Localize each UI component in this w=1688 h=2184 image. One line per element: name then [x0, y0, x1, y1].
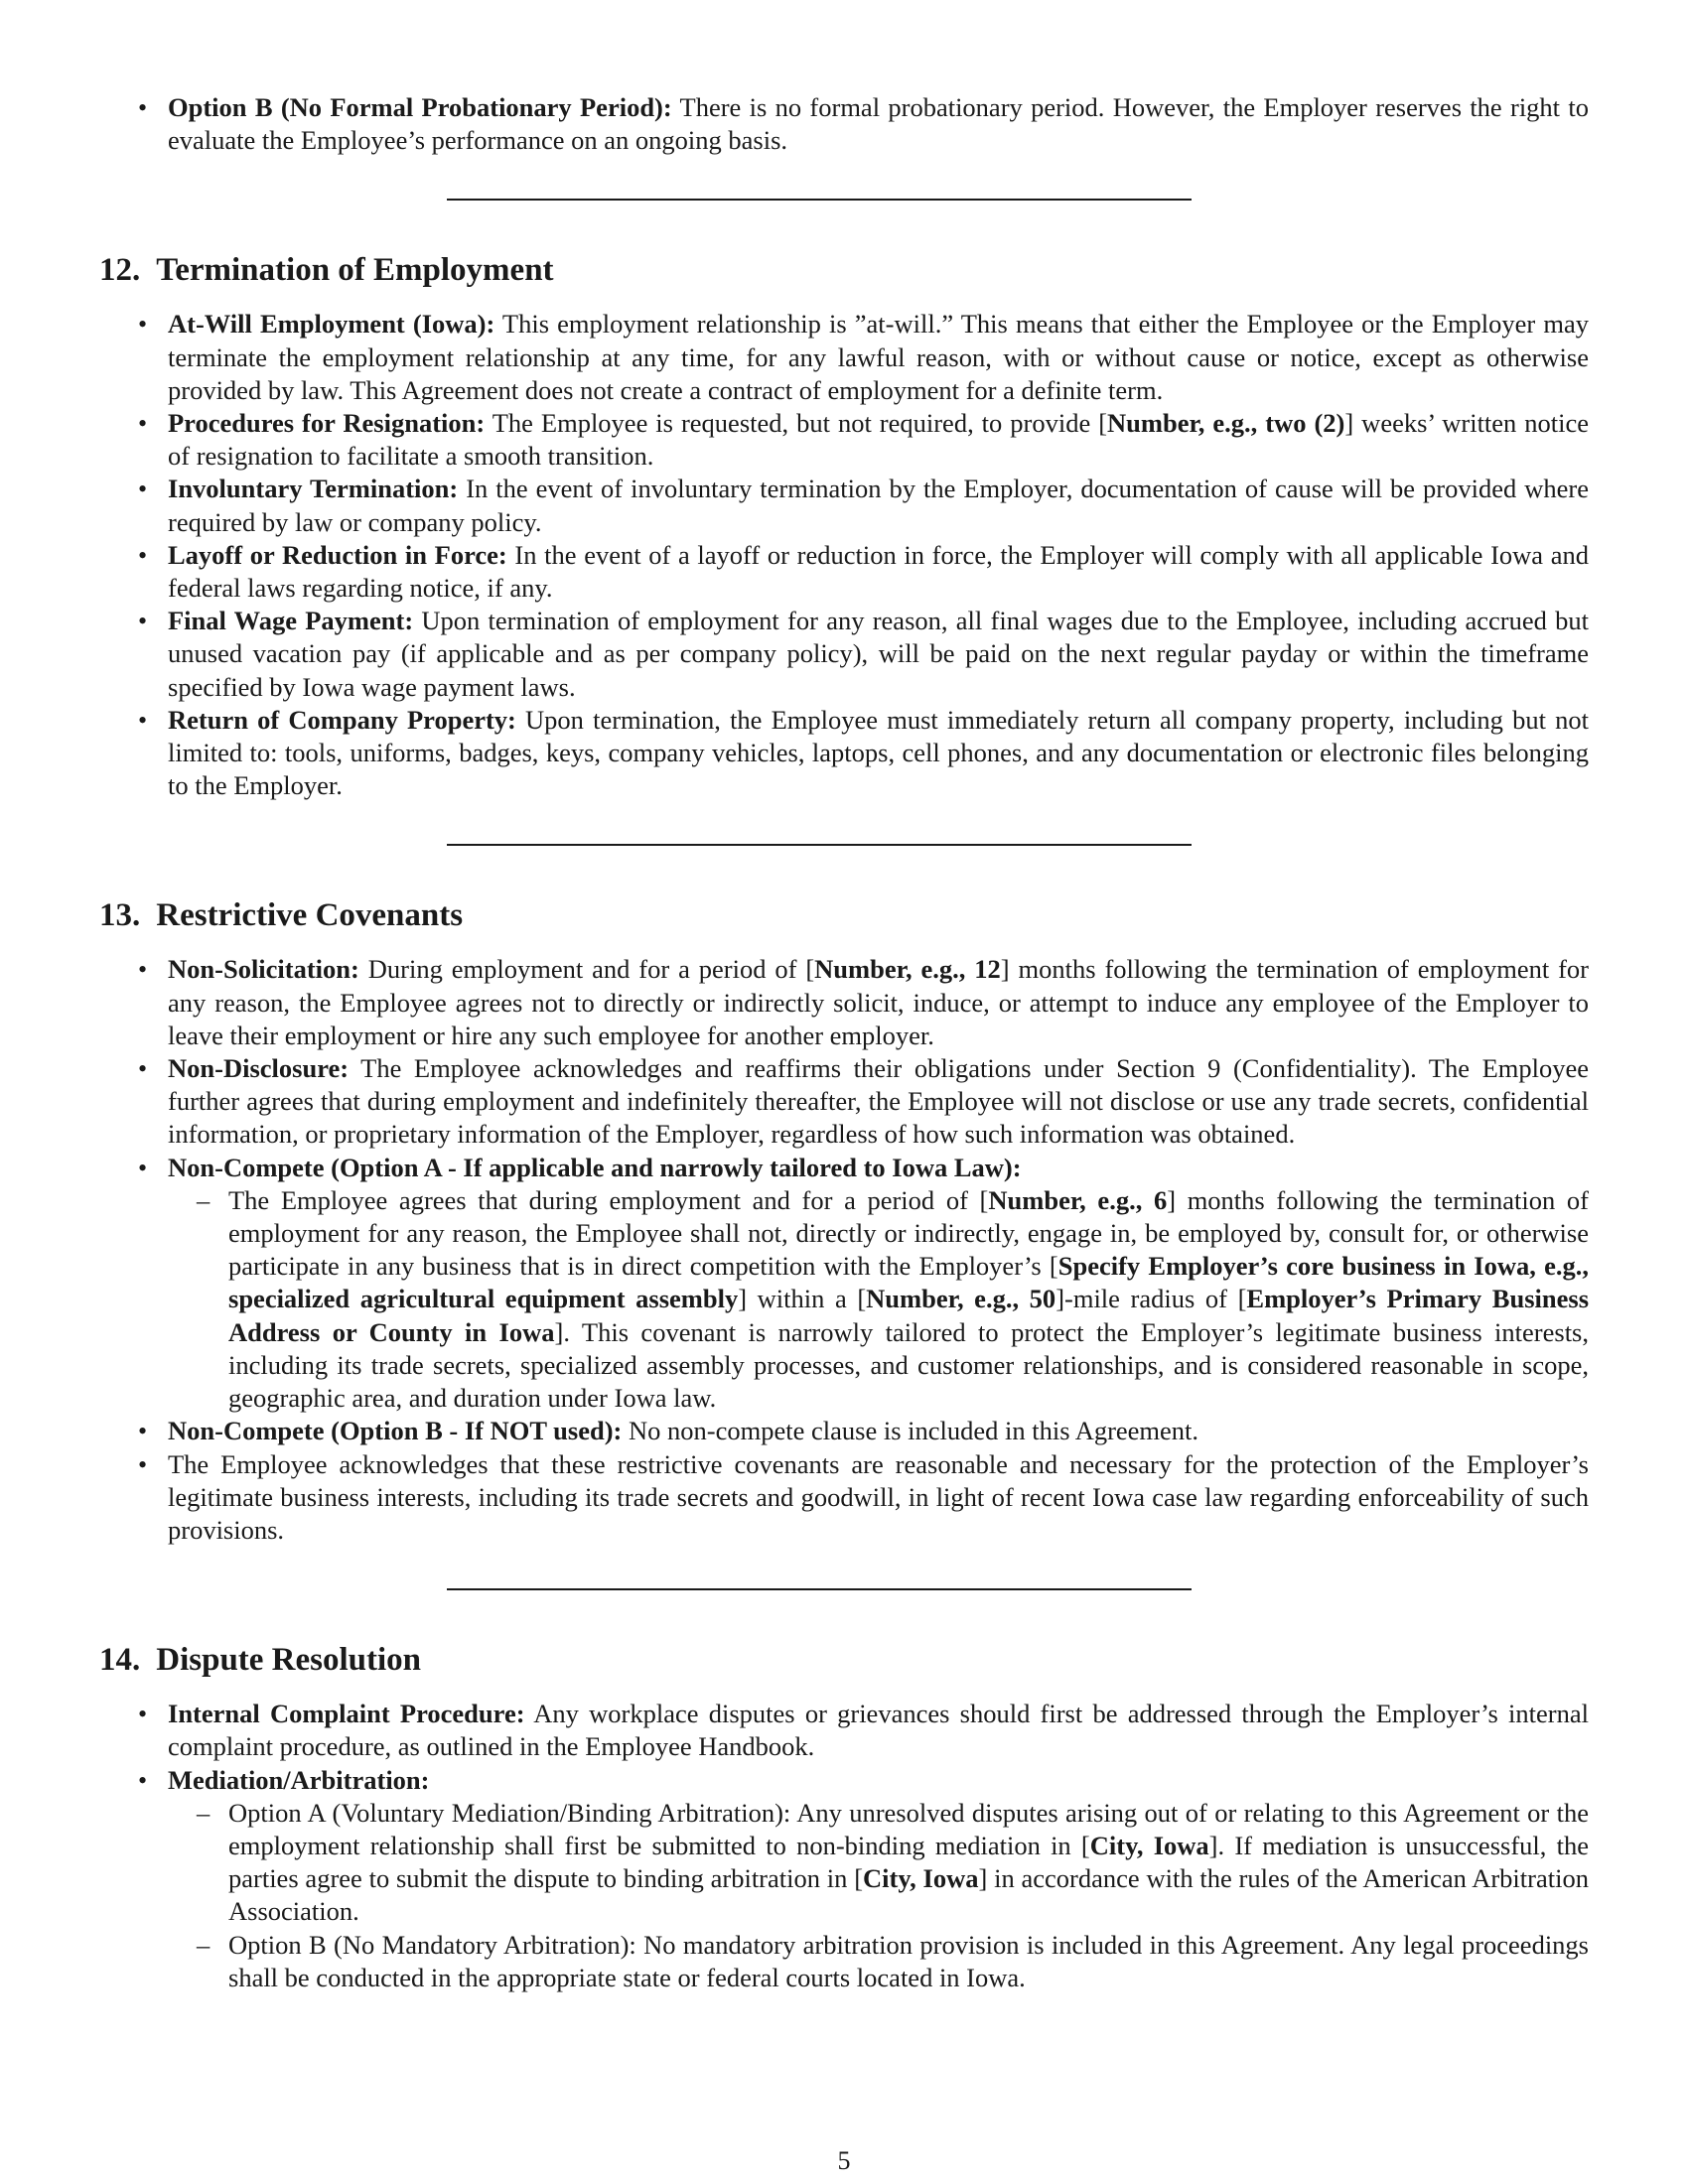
- placeholder-field: City, Iowa: [863, 1863, 979, 1894]
- list-item: [99, 704, 1589, 803]
- item-text: The Employee is requested, but not required, to provide [: [485, 408, 1108, 439]
- sub-list-item: [168, 1184, 1589, 1415]
- list-item: [99, 407, 1589, 473]
- item-text: ]. If mediation is unsuccessful, the parties agree to submit the dispute to binding arbitration in [: [228, 1830, 1589, 1894]
- sub-list-item: [168, 1797, 1589, 1929]
- list-item: [99, 1448, 1589, 1548]
- section-number: 14.: [99, 1642, 141, 1679]
- item-label: Option B (No Formal Probationary Period):: [168, 92, 672, 122]
- item-text: ]-mile radius of [: [1055, 1284, 1247, 1314]
- section-number: 12.: [99, 252, 141, 289]
- item-text: ] weeks’ written notice of resignation to facilitate a smooth transition.: [168, 408, 1590, 472]
- dispute-list: [99, 1698, 1589, 1994]
- list-item: [99, 473, 1589, 538]
- item-text: This employment relationship is ”at-will.” This means that either the Employee or the Employer may terminate the employment relationship at any time, for any lawful reason, with or without cause or notice, except as otherwise provided by law. This Agreement does not create a contract of employment for a definite term.: [168, 309, 1589, 405]
- section-divider: [447, 1588, 1192, 1590]
- termination-list: [99, 308, 1589, 802]
- item-text: In the event of involuntary termination by the Employer, documentation of cause will be provided where required by law or company policy.: [168, 474, 1589, 537]
- placeholder-field: Number, e.g., 12: [814, 954, 1001, 985]
- page-number: 5: [837, 2146, 851, 2175]
- item-label: Non-Disclosure:: [168, 1053, 350, 1084]
- arbitration-sublist: [168, 1797, 1589, 1994]
- probation-options-list: [99, 91, 1589, 157]
- list-item: [99, 1052, 1589, 1152]
- item-text: ] in accordance with the rules of the American Arbitration Association.: [228, 1863, 1589, 1927]
- item-text: Upon termination of employment for any reason, all final wages due to the Employee, including accrued but unused vacation pay (if applicable and as per company policy), will be paid on the next regular payday or within the timeframe specified by Iowa wage payment laws.: [168, 606, 1589, 702]
- item-label: At-Will Employment (Iowa):: [168, 309, 495, 340]
- section-heading-14: [99, 1640, 1589, 1680]
- item-text: The Employee acknowledges that these restrictive covenants are reasonable and necessary for the protection of the Employer’s legitimate business interests, including its trade secrets and goodwill, in light of recent Iowa case law regarding enforceability of such provisions.: [168, 1448, 1589, 1545]
- placeholder-field: Number, e.g., two (2): [1107, 408, 1345, 439]
- list-item: [99, 539, 1589, 605]
- item-text: ] within a [: [738, 1284, 867, 1314]
- item-text: ] months following the termination of employment for any reason, the Employee shall not, directly or indirectly, engage in, be employed by, consult for, or otherwise participate in any business that is in direct competition with the Employer’s [: [228, 1184, 1589, 1282]
- item-text: During employment and for a period of [: [358, 954, 815, 985]
- item-text: ] months following the termination of employment for any reason, the Employee agrees not to directly or indirectly solicit, induce, or attempt to induce any employee of the Employer to leave their employment or hire any such employee for another employer.: [168, 954, 1589, 1050]
- item-label: Internal Complaint Procedure:: [168, 1699, 525, 1729]
- section-divider: [447, 844, 1192, 846]
- item-text: The Employee acknowledges and reaffirms their obligations under Section 9 (Confidentiality). The Employee further agrees that during employment and indefinitely thereafter, the Employee will not disclose or use any trade secrets, confidential information, or proprietary information of the Employer, regardless of how such information was obtained.: [168, 1053, 1589, 1150]
- placeholder-field: Number, e.g., 50: [866, 1284, 1056, 1314]
- list-item: [99, 1152, 1589, 1416]
- item-text: Any workplace disputes or grievances should first be addressed through the Employer’s internal complaint procedure, as outlined in the Employee Handbook.: [168, 1699, 1589, 1762]
- item-label: Non-Compete (Option B - If NOT used):: [168, 1416, 623, 1446]
- list-item: [99, 308, 1589, 407]
- section-heading-12: [99, 250, 1589, 290]
- item-label: Mediation/Arbitration:: [168, 1764, 430, 1795]
- section-title: Dispute Resolution: [156, 1642, 422, 1679]
- section-title: Restrictive Covenants: [156, 897, 464, 934]
- placeholder-field: Number, e.g., 6: [988, 1184, 1168, 1215]
- item-text: Upon termination, the Employee must immediately return all company property, including but not limited to: tools, uniforms, badges, keys, company vehicles, laptops, cell phones, and any documentation or electronic files belonging to the Employer.: [168, 704, 1589, 801]
- placeholder-field: City, Iowa: [1089, 1830, 1209, 1860]
- covenants-list: [99, 953, 1589, 1547]
- item-label: Return of Company Property:: [168, 704, 516, 735]
- list-item: [99, 605, 1589, 704]
- section-title: Termination of Employment: [156, 252, 554, 289]
- item-label: Final Wage Payment:: [168, 606, 414, 636]
- list-item: [99, 1698, 1589, 1763]
- placeholder-field: Employer’s Primary Business Address or County in Iowa: [228, 1284, 1590, 1347]
- list-item: [99, 1415, 1589, 1447]
- section-number: 13.: [99, 897, 141, 934]
- item-label: Involuntary Termination:: [168, 474, 459, 504]
- item-label: Layoff or Reduction in Force:: [168, 539, 507, 570]
- item-label: Non-Compete (Option A - If applicable and narrowly tailored to Iowa Law):: [168, 1152, 1022, 1182]
- item-label: Procedures for Resignation:: [168, 408, 486, 439]
- item-text: The Employee agrees that during employment and for a period of [: [228, 1184, 989, 1215]
- section-divider: [447, 199, 1192, 201]
- sub-list-item: [168, 1929, 1589, 1994]
- item-text: No non-compete clause is included in this Agreement.: [622, 1416, 1199, 1446]
- document-page: [99, 91, 1589, 1994]
- list-item: [99, 91, 1589, 157]
- item-text: In the event of a layoff or reduction in force, the Employer will comply with all applicable Iowa and federal laws regarding notice, if any.: [168, 539, 1589, 604]
- list-item: [99, 1764, 1589, 1994]
- non-compete-sublist: [168, 1184, 1589, 1415]
- item-text: Option A (Voluntary Mediation/Binding Arbitration): Any unresolved disputes arising out of or relating to this Agreement or the employment relationship shall first be submitted to non-binding mediation in [: [228, 1797, 1589, 1860]
- list-item: [99, 953, 1589, 1052]
- item-text: ]. This covenant is narrowly tailored to protect the Employer’s legitimate business interests, including its trade secrets, specialized assembly processes, and customer relationships, and is considered reasonable in scope, geographic area, and duration under Iowa law.: [228, 1316, 1589, 1414]
- item-text: Option B (No Mandatory Arbitration): No mandatory arbitration provision is included in this Agreement. Any legal proceedings shall be conducted in the appropriate state or federal courts located in Iowa.: [228, 1929, 1589, 1992]
- placeholder-field: Specify Employer’s core business in Iowa, e.g., specialized agricultural equipment assembly: [228, 1251, 1590, 1314]
- item-label: Non-Solicitation:: [168, 954, 359, 985]
- section-heading-13: [99, 895, 1589, 935]
- item-text: There is no formal probationary period. However, the Employer reserves the right to evaluate the Employee’s performance on an ongoing basis.: [168, 92, 1589, 156]
